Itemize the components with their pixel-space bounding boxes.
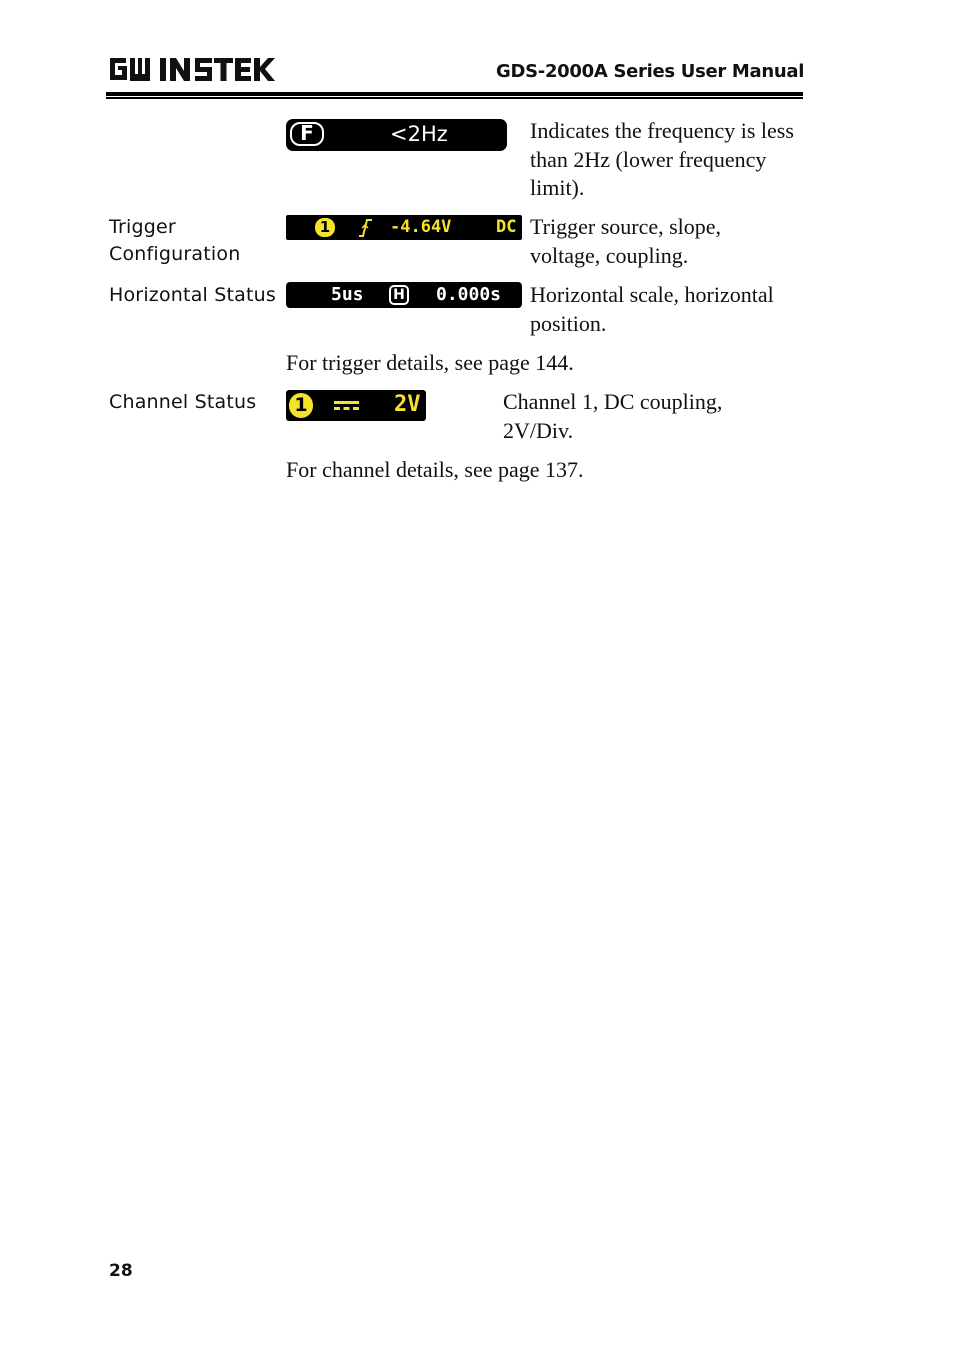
horizontal-position: 0.000s <box>436 284 502 305</box>
page-number: 28 <box>109 1261 133 1281</box>
channel-badge: 1 <box>289 393 313 418</box>
channel-details-note: For channel details, see page 137. <box>286 457 584 482</box>
trigger-display <box>286 215 522 240</box>
trigger-voltage: -4.64V <box>390 217 452 237</box>
trigger-coupling: DC <box>496 217 517 237</box>
channel-display <box>286 390 426 421</box>
horizontal-status-label: Horizontal Status <box>109 284 276 306</box>
header-rule <box>106 92 803 96</box>
frequency-value: <2Hz <box>390 122 448 146</box>
horizontal-display <box>286 282 522 308</box>
trigger-source-badge: 1 <box>315 218 335 237</box>
frequency-description: Indicates the frequency is less than 2Hz (lower frequency limit). <box>530 118 794 200</box>
gw-instek-logo-icon <box>108 52 278 84</box>
channel-description: Channel 1, DC coupling, 2V/Div. <box>503 389 723 443</box>
horizontal-description: Horizontal scale, horizontal position. <box>530 282 774 336</box>
brand-logo <box>108 52 278 86</box>
trigger-configuration-label: Trigger Configuration <box>109 216 241 265</box>
frequency-icon: F <box>290 122 324 146</box>
trigger-description: Trigger source, slope, voltage, coupling. <box>530 214 722 268</box>
channel-scale: 2V <box>394 392 421 417</box>
horizontal-scale: 5us <box>331 284 364 305</box>
channel-status-label: Channel Status <box>109 391 257 413</box>
frequency-display <box>286 119 507 151</box>
header-rule-thin <box>106 97 803 99</box>
horizontal-icon: H <box>389 285 409 305</box>
manual-title: GDS-2000A Series User Manual <box>496 61 805 82</box>
trigger-details-note: For trigger details, see page 144. <box>286 350 574 375</box>
